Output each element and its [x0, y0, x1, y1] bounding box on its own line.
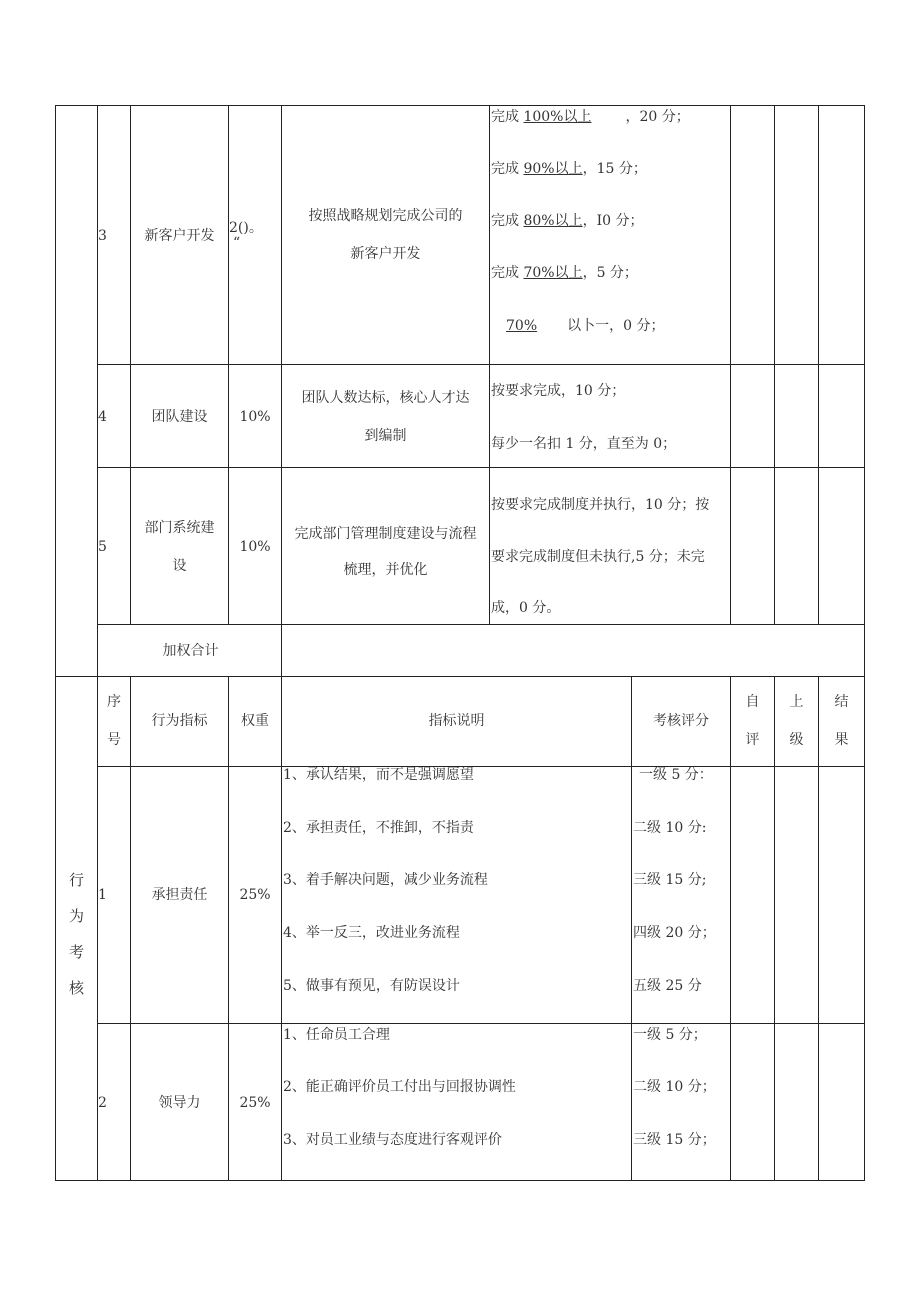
scoring-rule: 成，0 分。 [491, 600, 561, 616]
row-number: 5 [98, 539, 107, 555]
section-label-behavior: 为 [68, 907, 84, 925]
scoring-rule: 按要求完成，10 分； [491, 383, 626, 399]
weighted-total-label: 加权合计 [162, 643, 219, 659]
behavior-item: 1、任命员工合理 [283, 1027, 390, 1043]
score-level: 三级 15 分； [633, 1132, 716, 1148]
header-result: 果 [834, 732, 849, 748]
rule [818, 105, 819, 625]
row-number: 4 [98, 409, 107, 425]
behavior-item: 1、承认结果，而不是强调愿望 [283, 767, 474, 783]
scoring-rule: 每少一名扣 1 分，直至为 0； [491, 436, 677, 452]
rule [55, 105, 56, 1181]
row-number: 2 [98, 1095, 107, 1111]
header-description: 指标说明 [428, 713, 485, 729]
indicator-name: 新客户开发 [144, 228, 215, 244]
rule [97, 364, 865, 365]
indicator-name: 承担责任 [151, 887, 208, 903]
rule [55, 1180, 865, 1181]
rule [730, 676, 731, 1181]
score-level: 一级 5 分； [633, 1027, 707, 1043]
scoring-rule: 完成 80%以上，I0 分； [491, 213, 644, 229]
rule [774, 676, 775, 1181]
rule [130, 105, 131, 625]
weight-value-mark: “ [233, 235, 241, 251]
behavior-item: 2、能正确评价员工付出与回报协调性 [283, 1079, 516, 1095]
scoring-rule: 要求完成制度但未执行,5 分；未完 [491, 549, 705, 565]
indicator-name: 部门系统建 [144, 520, 215, 536]
behavior-item: 5、做事有预见，有防误设计 [283, 978, 460, 994]
weight-value: 2()。 [229, 220, 263, 236]
section-label-behavior: 行 [68, 871, 84, 889]
rule [55, 676, 865, 677]
scoring-rule: 完成 100%以上 ，20 分； [491, 109, 690, 125]
behavior-item: 2、承担责任，不推卸，不指责 [283, 820, 474, 836]
rule [864, 105, 865, 1181]
rule [55, 105, 865, 106]
weight-value: 25% [239, 1095, 271, 1111]
scoring-rule: 70% 以卜一，0 分； [506, 318, 665, 334]
indicator-description: 梳理，并优化 [343, 562, 428, 578]
indicator-name: 团队建设 [151, 409, 208, 425]
weight-value: 25% [239, 887, 271, 903]
header-self-eval: 自 [745, 694, 760, 710]
behavior-item: 3、对员工业绩与态度进行客观评价 [283, 1132, 502, 1148]
score-level: 四级 20 分； [633, 925, 716, 941]
header-num: 序 [107, 694, 121, 710]
row-number: 3 [98, 228, 107, 244]
indicator-description: 按照战略规划完成公司的 [308, 208, 463, 224]
section-label-behavior: 考 [68, 943, 84, 961]
section-label-behavior: 核 [68, 979, 84, 997]
rule [97, 467, 865, 468]
behavior-item: 4、举一反三，改进业务流程 [283, 925, 460, 941]
weight-value: 10% [239, 409, 271, 425]
rule [97, 1023, 865, 1024]
rule [730, 105, 731, 625]
row-number: 1 [98, 887, 107, 903]
behavior-item: 3、着手解决问题，减少业务流程 [283, 872, 488, 888]
indicator-description: 团队人数达标，核心人才达 [301, 390, 470, 406]
header-indicator: 行为指标 [151, 713, 208, 729]
header-superior: 级 [789, 732, 804, 748]
scoring-rule: 完成 70%以上，5 分； [491, 265, 638, 281]
indicator-name: 设 [172, 558, 187, 574]
rule [97, 105, 98, 1181]
rule [281, 105, 282, 1181]
header-result: 结 [834, 694, 849, 710]
rule [489, 105, 490, 625]
score-level: 一级 5 分： [639, 767, 713, 783]
header-weight: 权重 [241, 713, 269, 729]
header-self-eval: 评 [745, 732, 760, 748]
header-num: 号 [107, 732, 121, 748]
rule [97, 766, 865, 767]
score-level: 五级 25 分 [633, 978, 702, 994]
rule [97, 624, 865, 625]
rule [818, 676, 819, 1181]
score-level: 二级 10 分: [633, 820, 707, 836]
header-score: 考核评分 [653, 713, 709, 729]
indicator-description: 到编制 [364, 428, 407, 444]
score-level: 二级 10 分； [633, 1079, 716, 1095]
score-level: 三级 15 分; [633, 872, 707, 888]
weight-value: 10% [239, 539, 271, 555]
rule [774, 105, 775, 625]
rule [631, 676, 632, 1181]
scoring-rule: 按要求完成制度并执行，10 分；按 [491, 497, 710, 513]
scoring-rule: 完成 90%以上，15 分； [491, 161, 647, 177]
indicator-description: 完成部门管理制度建设与流程 [294, 526, 477, 542]
indicator-description: 新客户开发 [350, 246, 421, 262]
indicator-name: 领导力 [158, 1095, 201, 1111]
header-superior: 上 [789, 694, 804, 710]
